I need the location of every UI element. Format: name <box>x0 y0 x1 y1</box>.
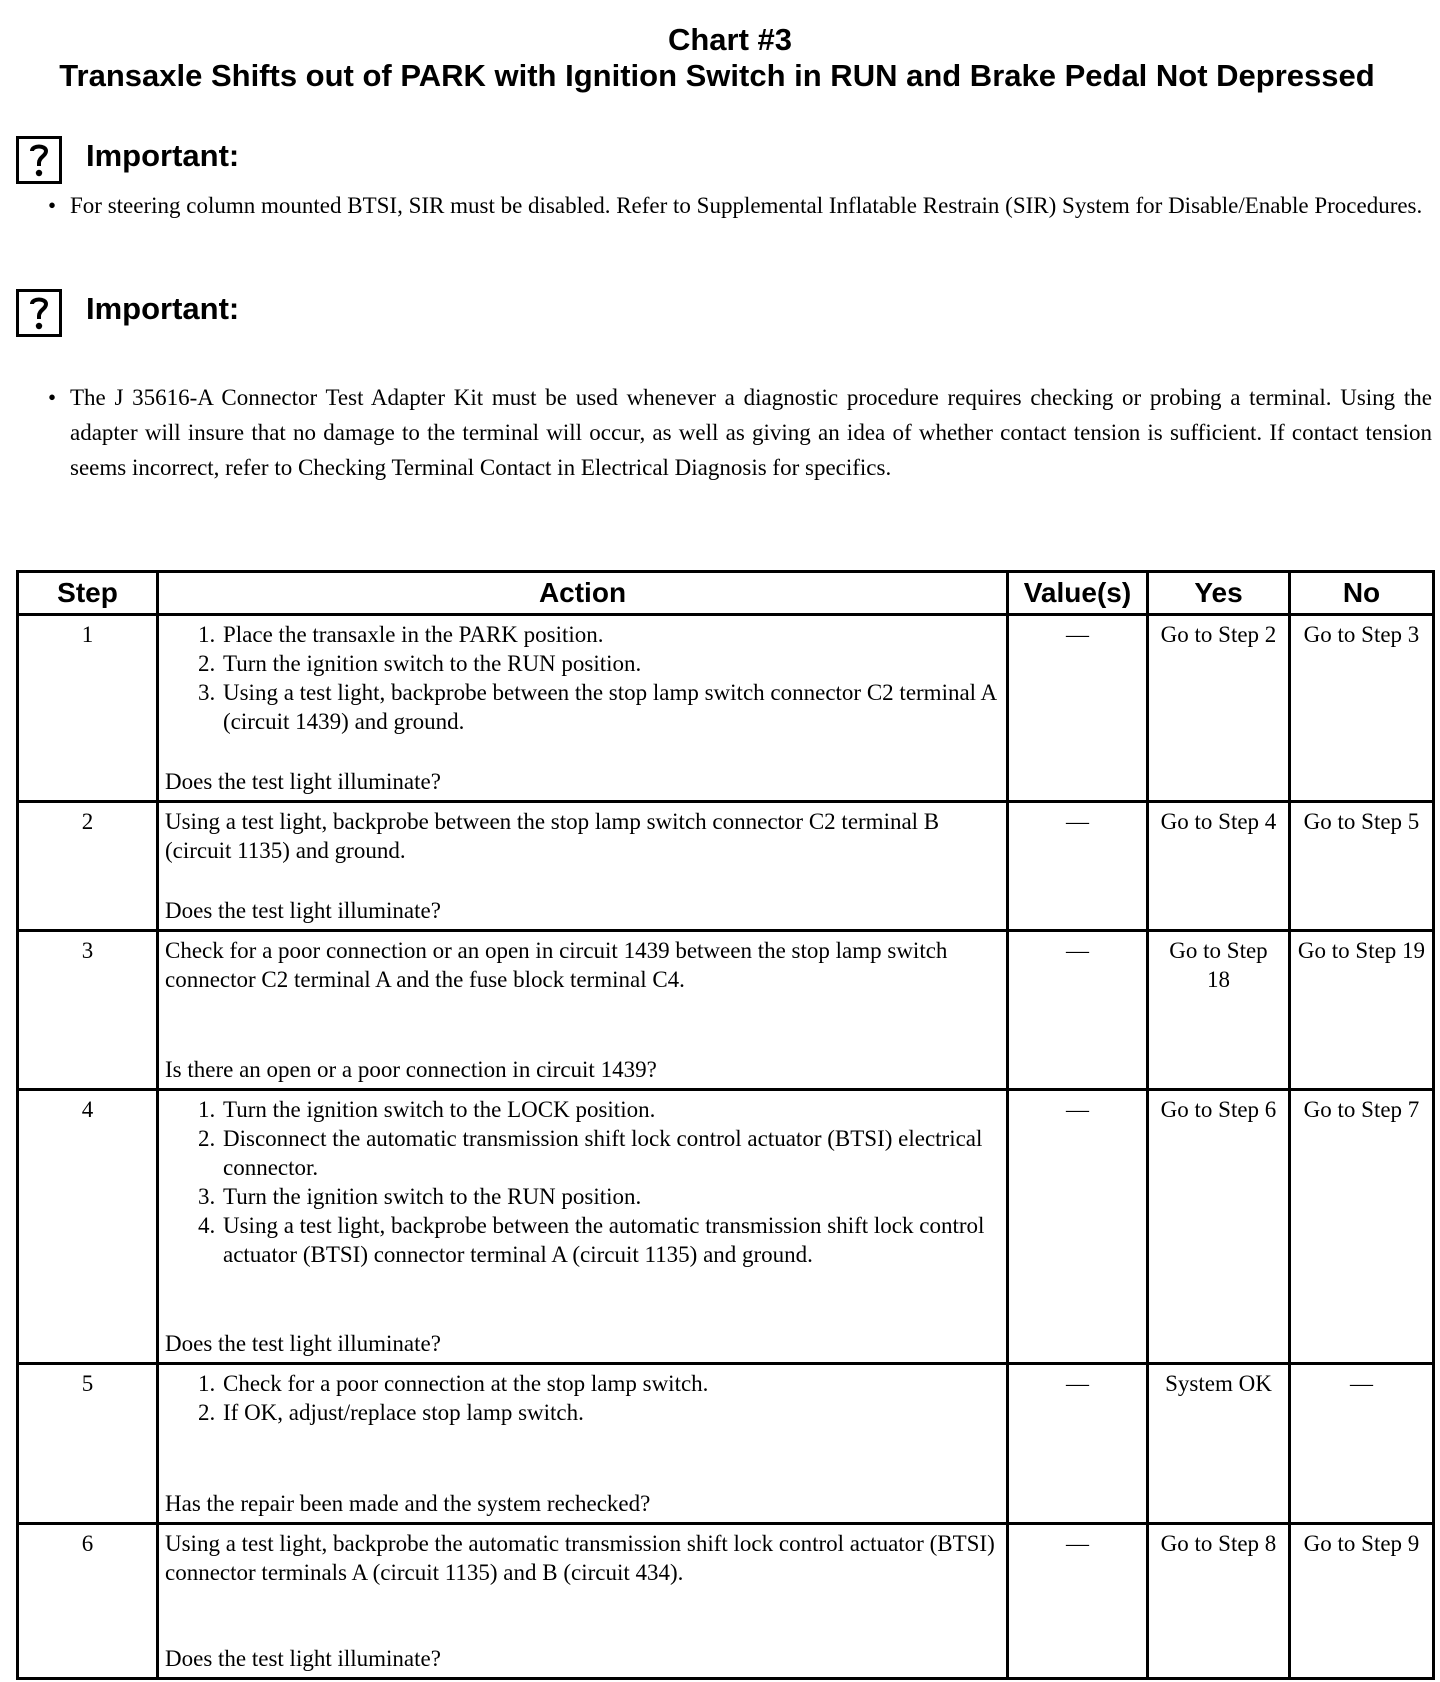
action-step: 3. Turn the ignition switch to the RUN position. <box>221 1182 1000 1211</box>
action-question: Does the test light illuminate? <box>165 898 441 923</box>
action-question: Does the test light illuminate? <box>165 1646 441 1671</box>
action-step: 1. Turn the ignition switch to the LOCK position. <box>221 1095 1000 1124</box>
action-cell <box>158 1524 1008 1679</box>
step-number: 2 <box>18 802 158 931</box>
action-cell <box>158 802 1008 931</box>
action-question: Does the test light illuminate? <box>165 1331 441 1356</box>
yes-cell: Go to Step 8 <box>1148 1524 1290 1679</box>
action-cell <box>158 1090 1008 1364</box>
action-column-header: Action <box>158 572 1008 615</box>
table-row <box>18 1364 1434 1524</box>
bullet-icon: • <box>48 193 57 218</box>
important-notice-2-text: • The J 35616-A Connector Test Adapter Kit must be used whenever a diagnostic procedure requires checking or probing a terminal. Using the adapter will insure that no damage to the terminal will occur, as well as giving an idea of whether contact tension is sufficient. If contact tension seems incorrect, refer to Checking Terminal Contact in Electrical Diagnosis for specifics. <box>48 380 1432 485</box>
step-number: 3 <box>18 931 158 1090</box>
action-step: 2. Disconnect the automatic transmission shift lock control actuator (BTSI) electrical connector. <box>221 1124 1000 1182</box>
yes-cell: Go to Step 4 <box>1148 802 1290 931</box>
step-number: 5 <box>18 1364 158 1524</box>
important-label: Important: <box>86 291 240 326</box>
action-question: Does the test light illuminate? <box>165 769 441 794</box>
important-label: Important: <box>86 138 240 173</box>
action-text: Using a test light, backprobe the automatic transmission shift lock control actuator (BTSI) connector terminals A (circuit 1135) and B (circuit 434). <box>165 1531 995 1585</box>
action-text: Check for a poor connection or an open in circuit 1439 between the stop lamp switch connector C2 terminal A and the fuse block terminal C4. <box>165 938 948 992</box>
action-question: Is there an open or a poor connection in circuit 1439? <box>165 1057 657 1082</box>
table-header-row <box>18 572 1434 615</box>
table-row <box>18 1090 1434 1364</box>
action-step: 4. Using a test light, backprobe between the automatic transmission shift lock control actuator (BTSI) connector terminal A (circuit 1135) and ground. <box>221 1211 1000 1269</box>
diagnostic-table <box>16 570 1435 1680</box>
yes-cell: Go to Step 2 <box>1148 615 1290 802</box>
step-column-header: Step <box>18 572 158 615</box>
value-cell: — <box>1008 1524 1148 1679</box>
no-cell: Go to Step 7 <box>1290 1090 1434 1364</box>
action-question: Has the repair been made and the system rechecked? <box>165 1491 651 1516</box>
yes-cell: Go to Step 6 <box>1148 1090 1290 1364</box>
page-title: Transaxle Shifts out of PARK with Ignition Switch in RUN and Brake Pedal Not Depressed <box>59 58 1375 93</box>
step-number: 4 <box>18 1090 158 1364</box>
no-cell: Go to Step 9 <box>1290 1524 1434 1679</box>
action-step: 2. If OK, adjust/replace stop lamp switch. <box>221 1398 1000 1427</box>
action-cell <box>158 931 1008 1090</box>
action-step: 1. Place the transaxle in the PARK position. <box>221 620 1000 649</box>
caution-icon <box>16 136 62 184</box>
no-cell: Go to Step 19 <box>1290 931 1434 1090</box>
bullet-icon: • <box>48 385 57 410</box>
action-cell <box>158 615 1008 802</box>
yes-column-header: Yes <box>1148 572 1290 615</box>
action-text: Using a test light, backprobe between the stop lamp switch connector C2 terminal B (circuit 1135) and ground. <box>165 809 940 863</box>
value-cell: — <box>1008 1364 1148 1524</box>
table-row <box>18 1524 1434 1679</box>
action-cell <box>158 1364 1008 1524</box>
action-step: 2. Turn the ignition switch to the RUN position. <box>221 649 1000 678</box>
no-cell: Go to Step 5 <box>1290 802 1434 931</box>
value-cell: — <box>1008 1090 1148 1364</box>
no-column-header: No <box>1290 572 1434 615</box>
table-row <box>18 615 1434 802</box>
table-row <box>18 931 1434 1090</box>
values-column-header: Value(s) <box>1008 572 1148 615</box>
table-row <box>18 802 1434 931</box>
no-cell: — <box>1290 1364 1434 1524</box>
step-number: 6 <box>18 1524 158 1679</box>
action-step: 1. Check for a poor connection at the stop lamp switch. <box>221 1369 1000 1398</box>
value-cell: — <box>1008 931 1148 1090</box>
no-cell: Go to Step 3 <box>1290 615 1434 802</box>
step-number: 1 <box>18 615 158 802</box>
important-notice-1-text: • For steering column mounted BTSI, SIR must be disabled. Refer to Supplemental Inflatable Restrain (SIR) System for Disable/Enable Procedures. <box>48 188 1432 223</box>
yes-cell: System OK <box>1148 1364 1290 1524</box>
caution-icon <box>16 289 62 337</box>
value-cell: — <box>1008 615 1148 802</box>
value-cell: — <box>1008 802 1148 931</box>
action-step: 3. Using a test light, backprobe between the stop lamp switch connector C2 terminal A (circuit 1439) and ground. <box>221 678 1000 736</box>
chart-number: Chart #3 <box>667 22 793 57</box>
yes-cell: Go to Step 18 <box>1148 931 1290 1090</box>
